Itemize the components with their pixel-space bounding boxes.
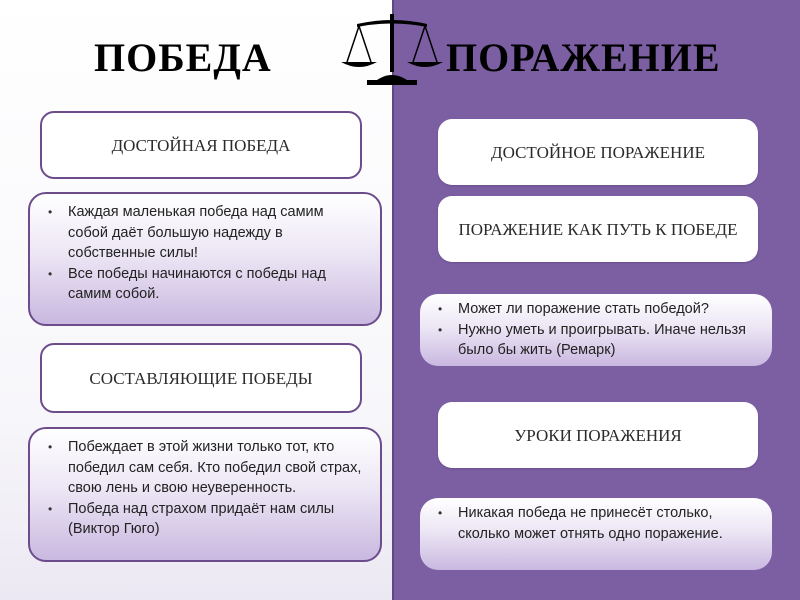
list-item: • Побеждает в этой жизни только тот, кто победил сам себя. Кто победил свой страх, свою лень и свою неуверенность. (46, 437, 366, 499)
victory-components-title: СОСТАВЛЯЮЩИЕ ПОБЕДЫ (89, 368, 313, 388)
victory-bullets-box (28, 192, 382, 326)
list-item: • Нужно уметь и проигрывать. Иначе нельзя было бы жить (Ремарк) (436, 320, 758, 361)
defeat-bullets-box (420, 294, 772, 366)
defeat-lessons-bullets-list (436, 503, 758, 544)
defeat-path-box (438, 196, 758, 262)
victory-components-bullets-box (28, 427, 382, 562)
victory-components-bullets-list (46, 437, 366, 540)
defeat-lessons-title: УРОКИ ПОРАЖЕНИЯ (514, 425, 682, 445)
victory-heading: ПОБЕДА (94, 35, 272, 80)
worthy-victory-title: ДОСТОЙНАЯ ПОБЕДА (111, 135, 291, 155)
worthy-defeat-title: ДОСТОЙНОЕ ПОРАЖЕНИЕ (491, 142, 705, 162)
list-item: • Может ли поражение стать победой? (436, 299, 758, 320)
list-item: • Никакая победа не принесёт столько, сколько может отнять одно поражение. (436, 503, 758, 544)
worthy-defeat-box (438, 119, 758, 185)
center-divider (392, 0, 394, 600)
defeat-lessons-box (438, 402, 758, 468)
victory-components-box (40, 343, 362, 413)
worthy-victory-box (40, 111, 362, 179)
victory-bullets-list (46, 202, 366, 305)
defeat-heading: ПОРАЖЕНИЕ (446, 35, 721, 80)
defeat-bullets-list (436, 299, 758, 361)
scales-icon (337, 12, 447, 87)
list-item: • Каждая маленькая победа над самим собой даёт большую надежду в собственные силы! (46, 202, 366, 264)
list-item: • Все победы начинаются с победы над самим собой. (46, 264, 366, 305)
list-item: • Победа над страхом придаёт нам силы (Виктор Гюго) (46, 499, 366, 540)
defeat-lessons-bullets-box (420, 498, 772, 570)
defeat-path-title: ПОРАЖЕНИЕ КАК ПУТЬ К ПОБЕДЕ (458, 219, 738, 239)
